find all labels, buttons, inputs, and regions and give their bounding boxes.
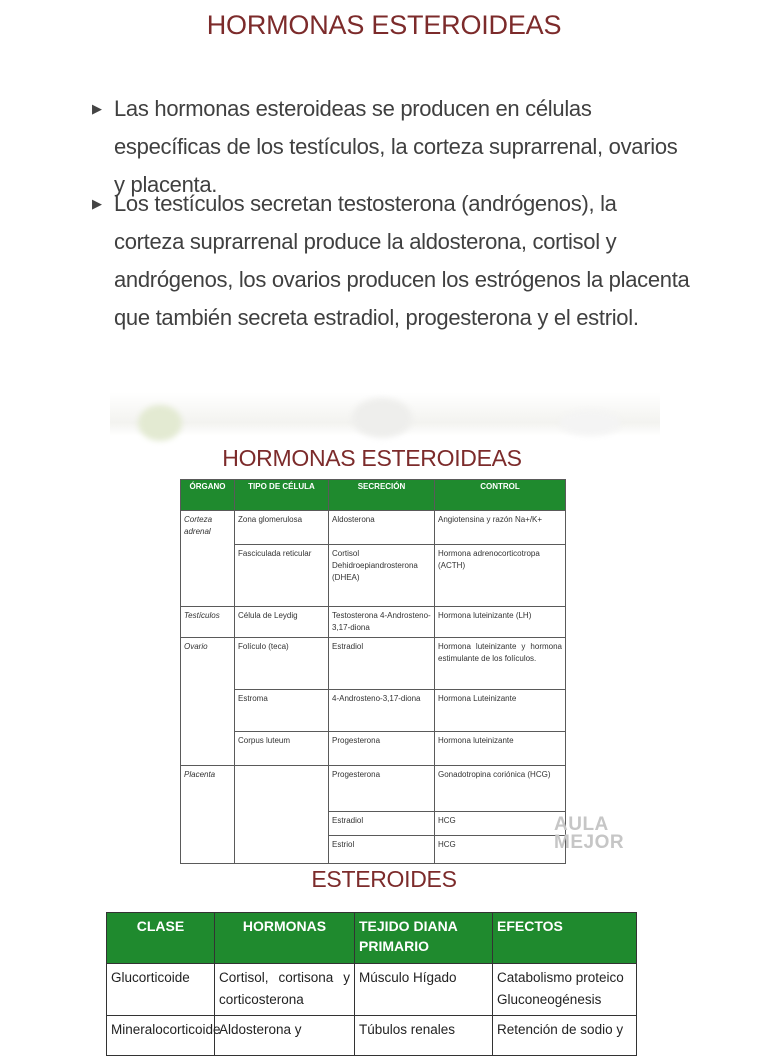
table-cell: HCG <box>435 836 566 864</box>
table-cell <box>235 766 329 864</box>
watermark-logo <box>554 816 654 852</box>
table-cell: Hormona luteinizante y hormona estimulante de los folículos. <box>435 638 566 690</box>
table-cell: Placenta <box>181 766 235 864</box>
table-title: HORMONAS ESTEROIDEAS <box>222 445 522 471</box>
section-title: ESTEROIDES <box>311 866 457 892</box>
table-row <box>181 766 566 812</box>
bullet-text: Las hormonas esteroideas se producen en células específicas de los testículos, la corteza suprarrenal, ovarios y placenta. <box>114 96 678 197</box>
table-cell: Estradiol <box>329 638 435 690</box>
table-cell: Zona glomerulosa <box>235 511 329 545</box>
column-header: ÓRGANO <box>181 480 235 511</box>
table-cell: Ovario <box>181 638 235 766</box>
column-header: CLASE <box>107 913 215 964</box>
column-header: TEJIDO DIANA PRIMARIO <box>355 913 493 964</box>
bullet-item-2 <box>92 185 692 337</box>
column-header: EFECTOS <box>493 913 637 964</box>
table-cell: Glucorticoide <box>107 964 215 1016</box>
watermark-line: AULA <box>554 814 609 835</box>
table-cell: Estroma <box>235 690 329 732</box>
table-cell: Corpus luteum <box>235 732 329 766</box>
table-cell: Testosterona 4-Androsteno-3,17-diona <box>329 607 435 638</box>
table-cell: Retención de sodio y <box>493 1016 637 1056</box>
table-cell: Hormona luteinizante (LH) <box>435 607 566 638</box>
table-cell: Folículo (teca) <box>235 638 329 690</box>
table-cell: Progesterona <box>329 732 435 766</box>
table-cell: Hormona adrenocorticotropa (ACTH) <box>435 545 566 607</box>
table-cell: Célula de Leydig <box>235 607 329 638</box>
hormones-table <box>180 479 566 864</box>
decorative-blob <box>560 410 620 436</box>
table-cell: Testículos <box>181 607 235 638</box>
bullet-arrow-icon: ▶ <box>92 101 102 116</box>
table-cell: Músculo Hígado <box>355 964 493 1016</box>
column-header: CONTROL <box>435 480 566 511</box>
steroids-table <box>106 912 637 1056</box>
table-cell: Túbulos renales <box>355 1016 493 1056</box>
column-header: SECRECIÓN <box>329 480 435 511</box>
table-cell: Cortisol, cortisona y corticosterona <box>215 964 355 1016</box>
table-row <box>107 964 637 1016</box>
table-cell: Corteza adrenal <box>181 511 235 607</box>
column-header: HORMONAS <box>215 913 355 964</box>
table-cell: 4-Androsteno-3,17-diona <box>329 690 435 732</box>
table-cell: Aldosterona y <box>215 1016 355 1056</box>
watermark-line: MEJOR <box>554 832 625 853</box>
table-header-row <box>107 913 637 964</box>
table-cell: Aldosterona <box>329 511 435 545</box>
table-cell: Fasciculada reticular <box>235 545 329 607</box>
table-cell: Estradiol <box>329 812 435 836</box>
bullet-text: Los testículos secretan testosterona (andrógenos), la corteza suprarrenal produce la aldosterona, cortisol y andrógenos, los ovarios producen los estrógenos la placenta que también secreta estradiol, progesterona y el estriol. <box>114 191 690 330</box>
table-header-row <box>181 480 566 511</box>
table-cell: Hormona Luteinizante <box>435 690 566 732</box>
bullet-arrow-icon: ▶ <box>92 196 102 211</box>
table-cell: Gonadotropina coriónica (HCG) <box>435 766 566 812</box>
table-cell: Cortisol Dehidroepiandrosterona (DHEA) <box>329 545 435 607</box>
decorative-blob <box>352 398 412 438</box>
table-cell: Estriol <box>329 836 435 864</box>
table-cell: Hormona luteinizante <box>435 732 566 766</box>
table-row <box>181 732 566 766</box>
table-cell: HCG <box>435 812 566 836</box>
table-row <box>181 690 566 732</box>
column-header: TIPO DE CÉLULA <box>235 480 329 511</box>
page-title: HORMONAS ESTEROIDEAS <box>206 10 562 40</box>
decorative-blob <box>138 405 182 441</box>
table-row <box>107 1016 637 1056</box>
table-row <box>181 545 566 607</box>
table-cell: Angiotensina y razón Na+/K+ <box>435 511 566 545</box>
table-row <box>181 511 566 545</box>
table-cell: Progesterona <box>329 766 435 812</box>
table-row <box>181 638 566 690</box>
table-cell: Mineralocorticoide <box>107 1016 215 1056</box>
table-row <box>181 607 566 638</box>
table-cell: Catabolismo proteico Gluconeogénesis <box>493 964 637 1016</box>
